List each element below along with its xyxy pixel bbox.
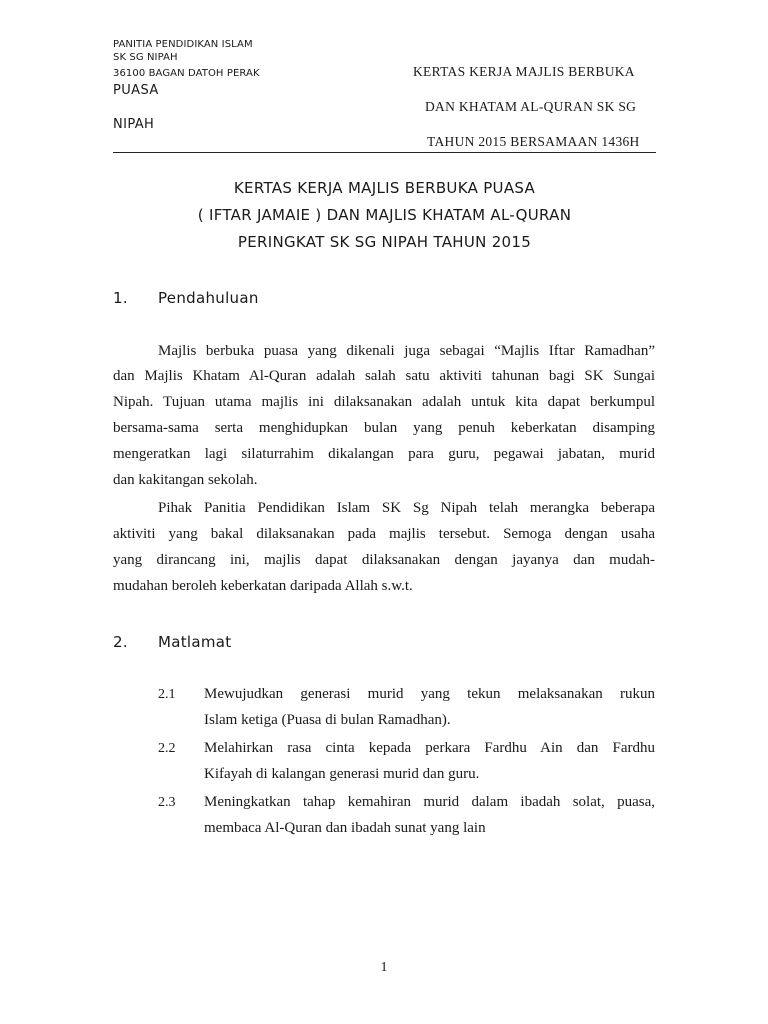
school-address: 36100 BAGAN DATOH PERAK — [113, 68, 260, 79]
paragraph-line: Nipah. Tujuan utama majlis ini dilaksanakan adalah untuk kita dapat berkumpul — [113, 394, 655, 410]
header-divider — [113, 152, 656, 153]
list-item-line: Melahirkan rasa cinta kepada perkara Fardhu Ain dan Fardhu — [204, 740, 655, 756]
list-item-number: 2.1 — [158, 687, 176, 702]
header-title-line3: TAHUN 2015 BERSAMAAN 1436H — [427, 134, 640, 149]
list-item-line: membaca Al-Quran dan ibadah sunat yang lain — [204, 820, 486, 836]
list-item-number: 2.2 — [158, 741, 176, 756]
header-title-line1: KERTAS KERJA MAJLIS BERBUKA — [413, 64, 635, 79]
section-2-heading: Matlamat — [158, 633, 232, 651]
section-1-number: 1. — [113, 289, 128, 307]
list-item-line: Islam ketiga (Puasa di bulan Ramadhan). — [204, 712, 451, 728]
section-1-heading: Pendahuluan — [158, 289, 259, 307]
paragraph-line: bersama-sama serta menghidupkan bulan yang penuh keberkatan disamping — [113, 420, 655, 436]
list-item-line: Mewujudkan generasi murid yang tekun melaksanakan rukun — [204, 686, 655, 702]
paragraph-line: Pihak Panitia Pendidikan Islam SK Sg Nipah telah merangka beberapa — [158, 500, 655, 516]
paragraph-line: dan kakitangan sekolah. — [113, 472, 258, 488]
list-item-line: Kifayah di kalangan generasi murid dan guru. — [204, 766, 480, 782]
section-2-number: 2. — [113, 633, 128, 651]
paragraph-line: Majlis berbuka puasa yang dikenali juga sebagai “Majlis Iftar Ramadhan” — [158, 343, 655, 359]
paragraph-line: dan Majlis Khatam Al-Quran adalah salah satu aktiviti tahunan bagi SK Sungai — [113, 368, 655, 384]
header-nipah: NIPAH — [113, 117, 155, 132]
paragraph-line: mengeratkan lagi silaturrahim dikalangan para guru, pegawai jabatan, murid — [113, 446, 655, 462]
title-line-3: PERINGKAT SK SG NIPAH TAHUN 2015 — [237, 233, 532, 251]
school-name: SK SG NIPAH — [113, 52, 178, 63]
list-item-line: Meningkatkan tahap kemahiran murid dalam ibadah solat, puasa, — [204, 794, 655, 810]
paragraph-line: aktiviti yang bakal dilaksanakan pada majlis tersebut. Semoga dengan usaha — [113, 526, 655, 542]
paragraph-line: yang dirancang ini, majlis dapat dilaksanakan dengan jayanya dan mudah- — [113, 552, 655, 568]
paragraph-line: mudahan beroleh keberkatan daripada Allah s.w.t. — [113, 578, 413, 594]
title-line-1: KERTAS KERJA MAJLIS BERBUKA PUASA — [233, 179, 536, 197]
title-line-2: ( IFTAR JAMAIE ) DAN MAJLIS KHATAM AL-QURAN — [197, 206, 572, 224]
header-puasa: PUASA — [113, 83, 159, 98]
org-name: PANITIA PENDIDIKAN ISLAM — [113, 39, 253, 50]
page-number: 1 — [380, 960, 388, 975]
header-title-line2: DAN KHATAM AL-QURAN SK SG — [425, 99, 637, 114]
list-item-number: 2.3 — [158, 795, 176, 810]
